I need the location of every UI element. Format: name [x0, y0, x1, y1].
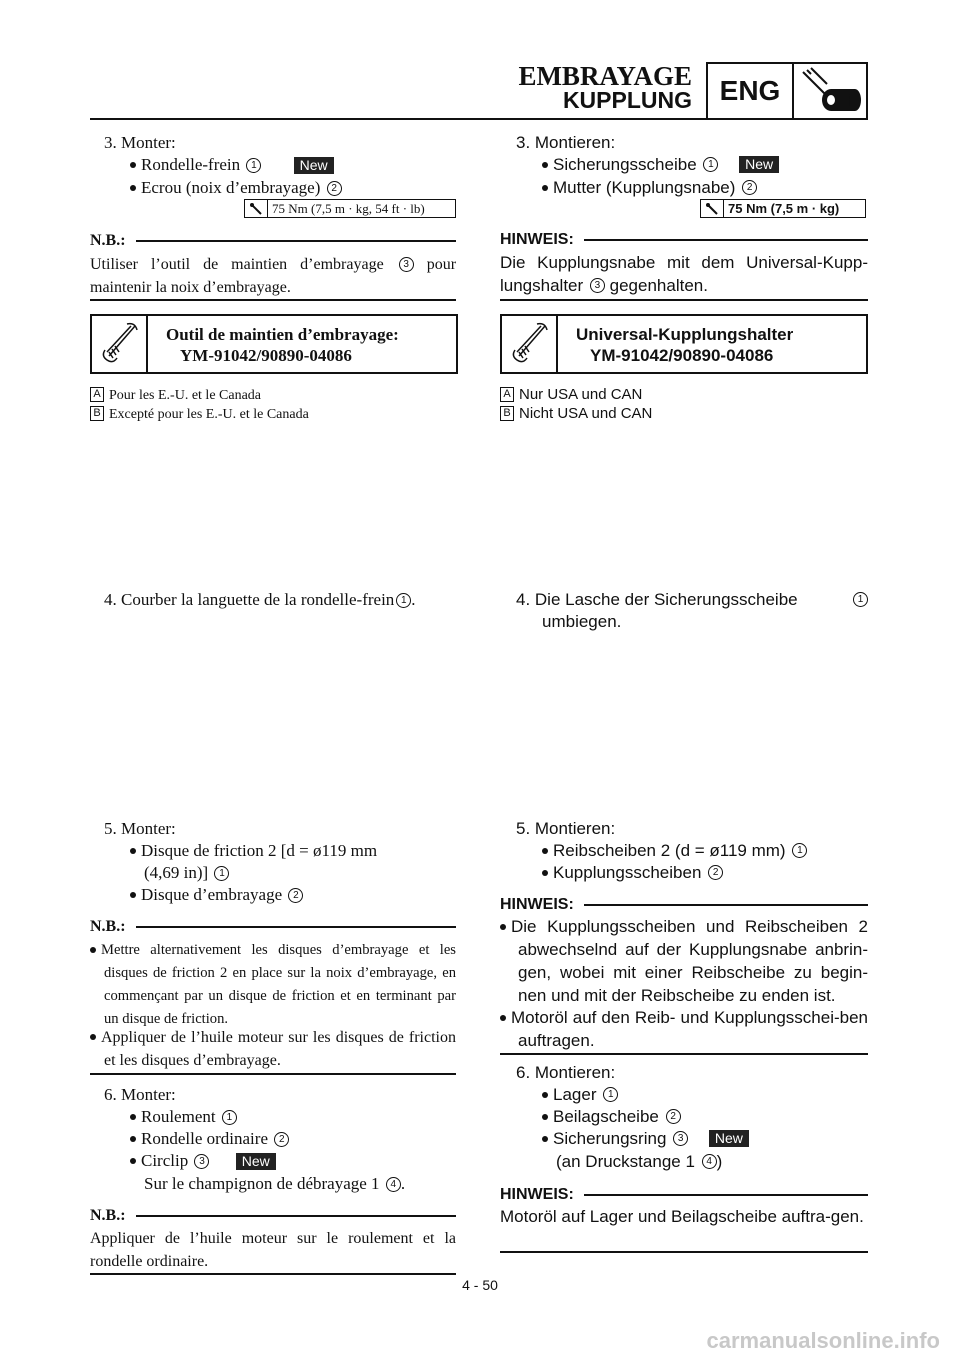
page-number: 4 - 50 [462, 1277, 498, 1293]
fr-note3-head: N.B.: [90, 1207, 456, 1225]
marker-1: 1 [396, 593, 411, 608]
torque-wrench-icon [245, 200, 268, 217]
bullet [90, 947, 96, 953]
marker-1: 1 [853, 592, 868, 607]
header-title-de: KUPPLUNG [562, 87, 692, 113]
marker-1: 1 [222, 1110, 237, 1125]
bullet [542, 185, 548, 191]
bullet [130, 892, 136, 898]
engine-clutch-icon [794, 64, 866, 118]
de-tool-box [500, 314, 868, 374]
de-note2-head: HINWEIS: [500, 896, 868, 914]
eng-label: ENG [708, 64, 794, 118]
marker-b: B [500, 406, 514, 421]
marker-2: 2 [288, 888, 303, 903]
fr-tool-text [148, 316, 399, 372]
bullet [542, 848, 548, 854]
de-step5-item1: Reibscheiben 2 (d = ø119 mm) 1 [542, 840, 807, 862]
fr-step6-item3: Circlip 3 New [130, 1150, 276, 1172]
de-note2-b1: Die Kupplungsscheiben und Reibscheiben 2 abwechselnd auf der Kupplungsnabe anbrin-gen, wobei mit einer Reibscheibe zu begin-nen und mit der Reibscheibe zu enden ist. [500, 915, 868, 1007]
bullet [130, 848, 136, 854]
fr-torque-value: 75 Nm (7,5 m · kg, 54 ft · lb) [272, 200, 425, 216]
marker-a: A [90, 387, 104, 402]
de-legend-b: B Nicht USA und CAN [500, 404, 652, 423]
new-badge: New [739, 156, 779, 173]
clutch-holder-tool-icon [92, 316, 148, 372]
marker-1: 1 [792, 843, 807, 858]
marker-3: 3 [194, 1154, 209, 1169]
fr-step6-item2: Rondelle ordinaire 2 [130, 1128, 289, 1150]
header-rule [90, 118, 706, 120]
marker-1: 1 [246, 158, 261, 173]
bullet [130, 1158, 136, 1164]
fr-step5-title: 5. Monter: [104, 819, 176, 838]
fr-tool-code: YM-91042/90890-04086 [180, 346, 352, 365]
de-torque-value: 75 Nm (7,5 m · kg) [728, 201, 840, 216]
de-tool-text [558, 316, 793, 372]
fr-step3-item2: Ecrou (noix d’embrayage) 2 [130, 177, 342, 199]
de-note2-b2: Motoröl auf den Reib- und Kupplungsschei-ben auftragen. [500, 1006, 868, 1052]
de-step3-item2: Mutter (Kupplungsnabe) 2 [542, 177, 757, 199]
de-torque-spec [700, 199, 866, 218]
bullet [130, 1136, 136, 1142]
fr-note2-rule [90, 1073, 456, 1075]
de-step5-title: 5. Montieren: [516, 819, 616, 838]
new-badge: New [236, 1153, 276, 1170]
de-step6-title: 6. Montieren: [516, 1063, 616, 1082]
marker-4: 4 [386, 1177, 401, 1192]
bullet [130, 1114, 136, 1120]
watermark: carmanualsonline.info [706, 1328, 940, 1353]
fr-note3-text: Appliquer de l’huile moteur sur le roulement et la rondelle ordinaire. [90, 1230, 456, 1270]
bullet [542, 1114, 548, 1120]
de-tool-name: Universal-Kupplungshalter [576, 325, 794, 344]
bullet [542, 1092, 548, 1098]
de-note3-rule [500, 1251, 868, 1253]
fr-step6-item1: Roulement 1 [130, 1106, 237, 1128]
bullet [542, 870, 548, 876]
marker-3: 3 [673, 1131, 688, 1146]
new-badge: New [294, 157, 334, 174]
de-step4-a: 4. Die Lasche der Sicherungsscheibe 1 [516, 589, 868, 611]
marker-2: 2 [742, 180, 757, 195]
de-note2-rule [500, 1053, 868, 1055]
de-note3-head: HINWEIS: [500, 1186, 868, 1204]
bullet [90, 1034, 96, 1040]
fr-note1-rule [90, 299, 456, 301]
de-step6-item1: Lager 1 [542, 1084, 618, 1106]
fr-step4: 4. Courber la languette de la rondelle-frein 1 . [104, 590, 416, 609]
de-tool-code: YM-91042/90890-04086 [590, 346, 774, 365]
fr-torque-spec [244, 199, 456, 218]
de-note1-text: Die Kupplungsnabe mit dem Universal-Kupp-lungshalter 3 gegenhalten. [500, 253, 868, 295]
marker-1: 1 [603, 1087, 618, 1102]
marker-1: 1 [703, 157, 718, 172]
new-badge: New [709, 1130, 749, 1147]
fr-step3-title: 3. Monter: [104, 133, 176, 152]
fr-note1-text: Utiliser l’outil de maintien d’embrayage 3 pour maintenir la noix d’embrayage. [90, 256, 457, 296]
bullet [500, 1015, 506, 1021]
fr-note2-head: N.B.: [90, 918, 456, 936]
bullet [542, 162, 548, 168]
marker-4: 4 [702, 1154, 717, 1169]
de-step6-sub: (an Druckstange 1 4 ) [556, 1152, 723, 1171]
de-step5-item2: Kupplungsscheiben 2 [542, 862, 723, 884]
fr-tool-name: Outil de maintien d’embrayage: [166, 325, 399, 344]
bullet [130, 162, 136, 168]
de-step4-b: umbiegen. [542, 612, 622, 631]
de-legend-a: A Nur USA und CAN [500, 385, 642, 404]
de-step3-title: 3. Montieren: [516, 133, 616, 152]
marker-2: 2 [666, 1109, 681, 1124]
de-note3-text: Motoröl auf Lager und Beilagscheibe auftra-gen. [500, 1207, 864, 1226]
marker-3: 3 [590, 278, 605, 293]
fr-legend-a: A Pour les E.-U. et le Canada [90, 386, 261, 405]
fr-note1-head: N.B.: [90, 232, 456, 250]
fr-note2-b1: Mettre alternativement les disques d’embrayage et les disques de friction 2 en place sur la noix d’embrayage, en commençant par un disque de friction et en terminant par un disque de friction. [90, 939, 456, 1031]
header-title-fr: EMBRAYAGE [518, 61, 692, 91]
fr-note2-b2: Appliquer de l’huile moteur sur les disques de friction et les disques d’embrayage. [90, 1026, 456, 1072]
fr-step5-item1: Disque de friction 2 [d = ø119 mm [130, 840, 377, 862]
fr-step5-item1b: (4,69 in)] 1 [144, 862, 229, 884]
de-step3-item1: Sicherungsscheibe 1 New [542, 154, 779, 176]
marker-a: A [500, 387, 514, 402]
fr-step3-item1: Rondelle-frein 1 New [130, 154, 334, 176]
clutch-holder-tool-icon [502, 316, 558, 372]
fr-step6-title: 6. Monter: [104, 1085, 176, 1104]
bullet [130, 185, 136, 191]
fr-note3-rule [90, 1273, 456, 1275]
bullet [500, 924, 506, 930]
marker-2: 2 [327, 181, 342, 196]
section-badge [706, 62, 868, 120]
torque-wrench-icon [701, 200, 724, 217]
marker-2: 2 [708, 865, 723, 880]
marker-3: 3 [399, 257, 414, 272]
fr-step6-sub: Sur le champignon de débrayage 1 4 . [144, 1174, 406, 1193]
de-step6-item3: Sicherungsring 3 New [542, 1128, 749, 1150]
marker-b: B [90, 406, 104, 421]
fr-tool-box [90, 314, 458, 374]
marker-1: 1 [214, 866, 229, 881]
fr-legend-b: B Excepté pour les E.-U. et le Canada [90, 405, 309, 424]
marker-2: 2 [274, 1132, 289, 1147]
bullet [542, 1136, 548, 1142]
de-note1-rule [500, 299, 868, 301]
fr-step5-item2: Disque d’embrayage 2 [130, 884, 303, 906]
de-step6-item2: Beilagscheibe 2 [542, 1106, 681, 1128]
de-note1-head: HINWEIS: [500, 231, 868, 249]
